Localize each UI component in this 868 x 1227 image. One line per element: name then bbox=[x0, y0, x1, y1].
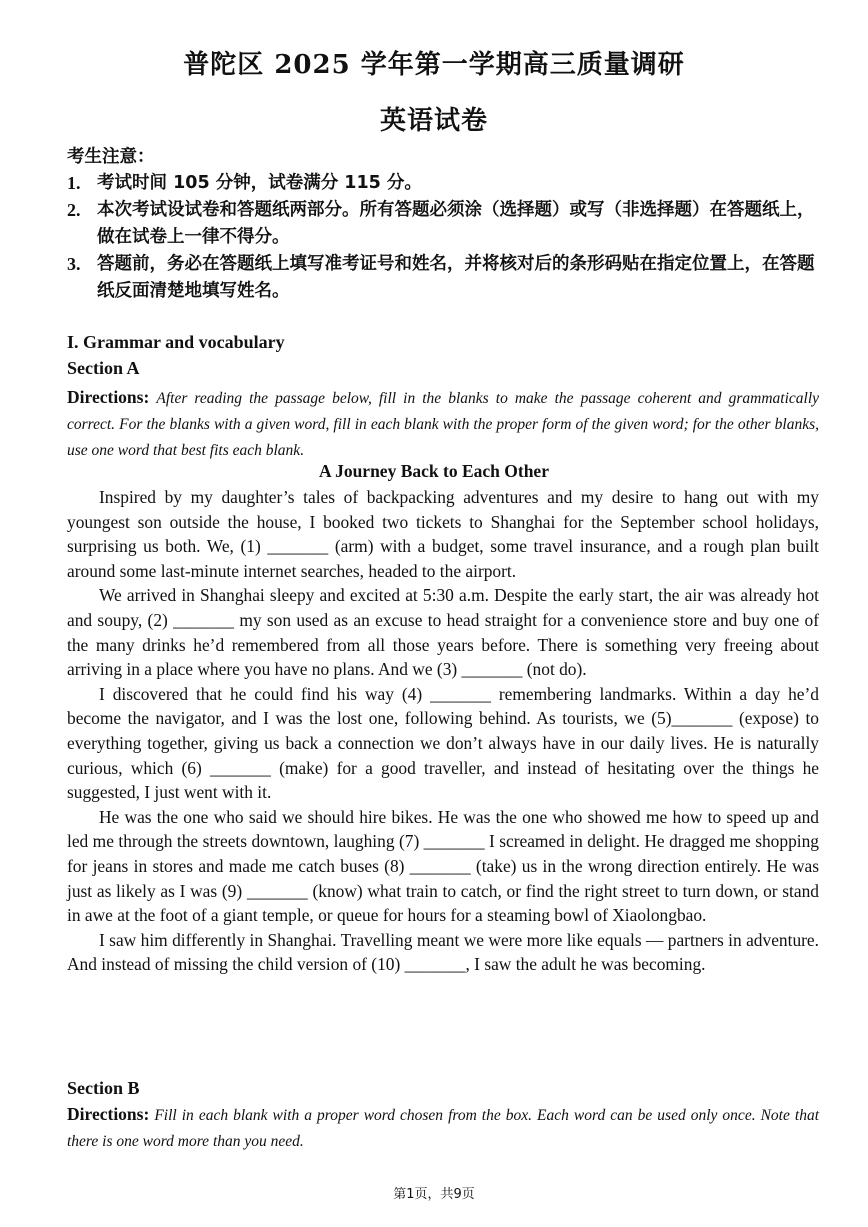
notice-item bbox=[67, 170, 827, 197]
notice-item bbox=[67, 197, 827, 251]
passage-paragraph: We arrived in Shanghai sleepy and excited at 5:30 a.m. Despite the early start, the air was already hot and soupy, (2) _______ my son used as an excuse to head straight for a convenience store and buy one of the many drinks he’d remembered from all those years before. There is something very freeing about arriving in a place where you have no plans. And we (3) _______ (not do). bbox=[67, 585, 819, 680]
notice-list bbox=[67, 170, 827, 305]
directions-label: Directions: bbox=[67, 1104, 150, 1124]
notice-item-text: 考试时间 105 分钟，试卷满分 115 分。 bbox=[97, 173, 422, 193]
section-b-directions bbox=[67, 1101, 819, 1155]
directions-text: Fill in each blank with a proper word chosen from the box. Each word can be used only once. Note that there is one word more than you need. bbox=[67, 1107, 820, 1150]
notice-item-text: 本次考试设试卷和答题纸两部分。所有答题必须涂（选择题）或写（非选择题）在答题纸上，做在试卷上一律不得分。 bbox=[97, 200, 815, 247]
part-heading: I. Grammar and vocabulary bbox=[67, 332, 285, 352]
notice-item-number: 3. bbox=[67, 254, 81, 274]
passage-paragraph: He was the one who said we should hire bikes. He was the one who showed me how to speed up and led me through the streets downtown, laughing (7) _______ I screamed in delight. He dragged me shopping for jeans in stores and made me catch buses (8) _______ (take) us in the wrong direction entirely. He was just as likely as I was (9) _______ (know) what train to catch, or find the right street to turn down, or stand in awe at the foot of a giant temple, or queue for hours for a steaming bowl of Xiaolongbao. bbox=[67, 806, 819, 926]
exam-subtitle: 英语试卷 bbox=[379, 106, 488, 136]
section-a-directions bbox=[67, 384, 819, 464]
passage-paragraph: Inspired by my daughter’s tales of backpacking adventures and my desire to hang out with my youngest son outside the house, I booked two tickets to Shanghai for the September school holidays, surprising us both. We, (1) _______ (arm) with a budget, some travel insurance, and a rough plan built around some last-minute internet searches, headed to the airport. bbox=[67, 487, 819, 581]
notice-item-text: 答题前，务必在答题纸上填写准考证号和姓名，并将核对后的条形码贴在指定位置上，在答题纸反面清楚地填写姓名。 bbox=[97, 254, 815, 301]
passage-title: A Journey Back to Each Other bbox=[319, 461, 549, 481]
section-a-heading: Section A bbox=[67, 358, 140, 378]
exam-title: 普陀区 2025 学年第一学期高三质量调研 bbox=[183, 50, 685, 80]
notice-item bbox=[67, 251, 827, 305]
section-b-heading: Section B bbox=[67, 1078, 140, 1098]
passage bbox=[67, 485, 819, 977]
notice-item-number: 1. bbox=[67, 173, 81, 193]
directions-text: After reading the passage below, fill in the blanks to make the passage coherent and grammatically correct. For the blanks with a given word, fill in each blank with the proper form of the given word; for the other blanks, use one word that best fits each blank. bbox=[67, 390, 820, 459]
notice-heading: 考生注意： bbox=[67, 147, 155, 167]
passage-paragraph: I saw him differently in Shanghai. Travelling meant we were more like equals — partners in adventure. And instead of missing the child version of (10) _______, I saw the adult he was becoming. bbox=[67, 929, 819, 975]
directions-label: Directions: bbox=[67, 387, 150, 407]
page-number: 第1页，共9页 bbox=[393, 1187, 475, 1202]
passage-paragraph: I discovered that he could find his way (4) _______ remembering landmarks. Within a day he’d become the navigator, and I was the lost one, following behind. As tourists, we (5)_______ (expose) to everything together, giving us back a connection we don’t always have in our daily lives. He is naturally curious, which (6) _______ (make) for a good traveller, and instead of hesitating over the things he suggested, I just went with it. bbox=[67, 683, 819, 803]
notice-item-number: 2. bbox=[67, 200, 81, 220]
